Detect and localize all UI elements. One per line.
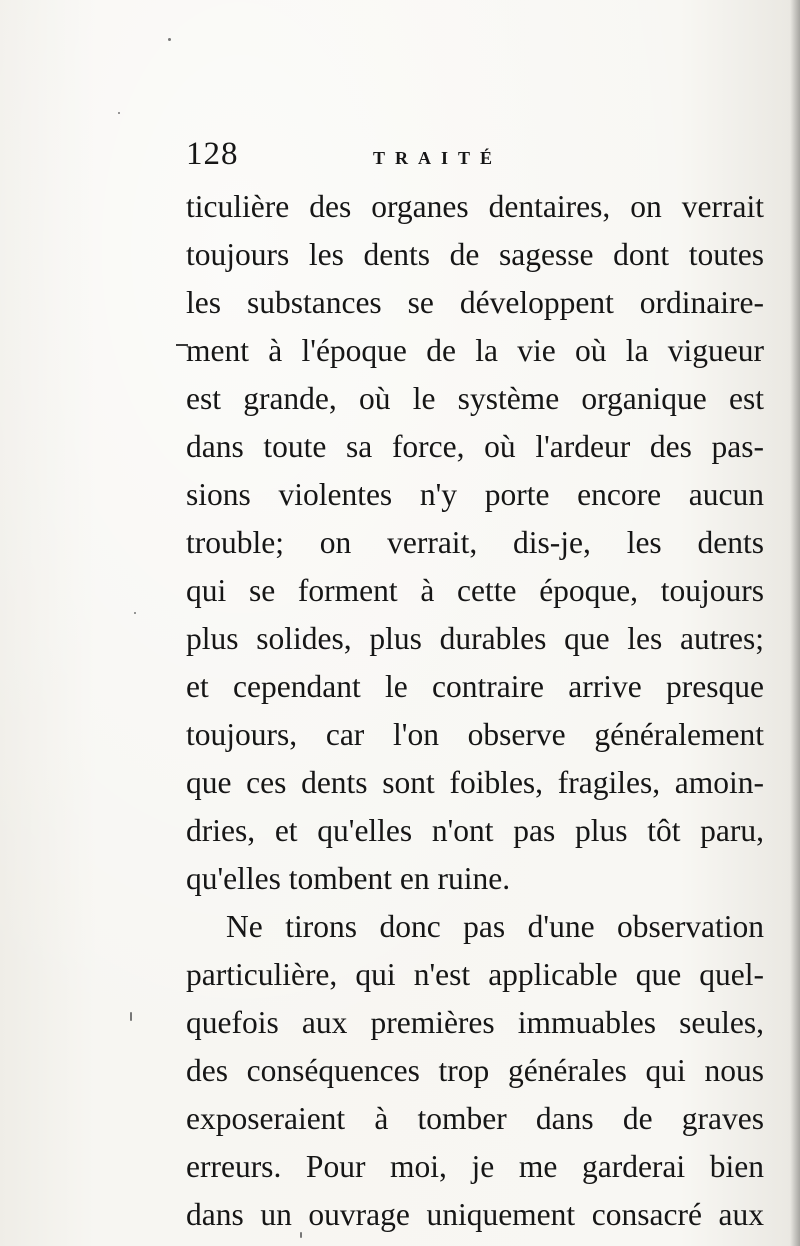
- text-line: des conséquences trop générales qui nous: [186, 1053, 764, 1088]
- text-line: ment à l'époque de la vie où la vigueur: [186, 333, 764, 368]
- page-edge-shadow: [790, 0, 800, 1246]
- text-line: particulière, qui n'est applicable que quel-: [186, 957, 764, 992]
- text-line: toujours, car l'on observe généralement: [186, 717, 764, 752]
- page-number: 128: [186, 136, 239, 172]
- text-line: trouble; on verrait, dis-je, les dents: [186, 525, 764, 560]
- page-header: [186, 136, 756, 180]
- text-line: les substances se développent ordinaire-: [186, 285, 764, 320]
- text-line: qui se forment à cette époque, toujours: [186, 573, 764, 608]
- text-line: dans un ouvrage uniquement consacré aux: [186, 1197, 764, 1232]
- text-line: qu'elles tombent en ruine.: [186, 861, 511, 896]
- text-line: est grande, où le système organique est: [186, 381, 764, 416]
- text-line: plus solides, plus durables que les autres;: [186, 621, 764, 656]
- paper-speck: [118, 112, 120, 114]
- text-line: ticulière des organes dentaires, on verrait: [186, 189, 764, 224]
- paper-speck: [134, 612, 136, 614]
- text-line: toujours les dents de sagesse dont toutes: [186, 237, 764, 272]
- text-line: quefois aux premières immuables seules,: [186, 1005, 764, 1040]
- text-line-indented: Ne tirons donc pas d'une observation: [226, 909, 764, 944]
- paper-speck: [300, 1232, 302, 1238]
- text-line: erreurs. Pour moi, je me garderai bien: [186, 1149, 764, 1184]
- text-line: et cependant le contraire arrive presque: [186, 669, 764, 704]
- text-line: dans toute sa force, où l'ardeur des pas-: [186, 429, 764, 464]
- text-line: dries, et qu'elles n'ont pas plus tôt paru,: [186, 813, 764, 848]
- text-line: sions violentes n'y porte encore aucun: [186, 477, 764, 512]
- text-line: que ces dents sont foibles, fragiles, amoin-: [186, 765, 764, 800]
- paper-speck: [130, 1012, 132, 1021]
- running-title: TRAITÉ: [373, 148, 503, 168]
- text-line: exposeraient à tomber dans de graves: [186, 1101, 764, 1136]
- paper-speck: [168, 38, 171, 41]
